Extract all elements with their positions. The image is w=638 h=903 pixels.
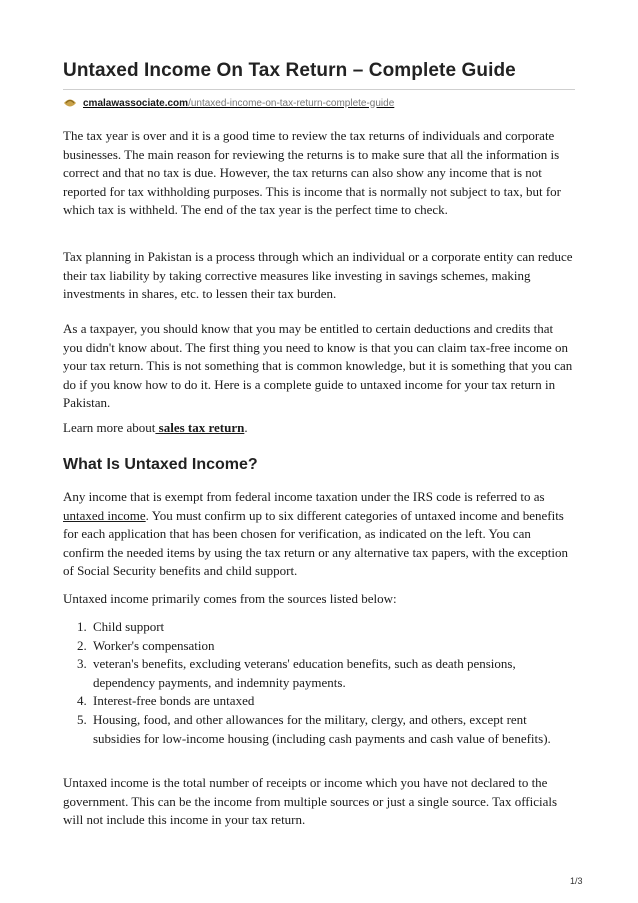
- paragraph-tax-planning: [63, 248, 575, 304]
- list-item: 1. Child support: [77, 619, 165, 634]
- untaxed-income-link[interactable]: untaxed income: [63, 507, 146, 523]
- source-path: /untaxed-income-on-tax-return-complete-guide: [188, 98, 395, 109]
- section-heading: What Is Untaxed Income?: [63, 456, 258, 473]
- paragraph-taxpayer: [63, 320, 575, 413]
- paragraph-2: Tax planning in Pakistan is a process through which an individual or a corporate entity can reduce their tax liability by taking corrective measures like investing in savings schemes, making investments in shares, etc. to lessen their tax burden.: [63, 249, 573, 302]
- paragraph-1: The tax year is over and it is a good time to review the tax returns of individuals and corporate businesses. The main reason for reviewing the returns is to make sure that all the information is correct and that no tax is due. However, the tax returns can also show any income that is not reported for tax withholding purposes. This is income that is normally not subject to tax, but for which tax is withheld. The end of the tax year is the perfect time to check.: [63, 128, 562, 218]
- paragraph-7: Untaxed income is the total number of receipts or income which you have not declared to the government. This can be the income from multiple sources or just a single source. Tax officials will not include this income in your tax return.: [63, 775, 558, 828]
- source-line: [63, 94, 394, 110]
- paragraph-3: As a taxpayer, you should know that you may be entitled to certain deductions and credits that you didn't know about. The first thing you need to know is that you can claim tax-free income on your tax return. This is not something that is common knowledge, but it is something that you can do if you know how to do it. Here is a complete guide to untaxed income for your tax return in Pakistan.: [63, 321, 573, 411]
- source-domain: cmalawassociate.com: [83, 98, 189, 109]
- page-title: Untaxed Income On Tax Return – Complete Guide: [63, 60, 516, 81]
- untaxed-sources-list: [63, 618, 575, 748]
- list-item: 2. Worker's compensation: [77, 637, 215, 653]
- paragraph-conclusion: [63, 774, 575, 830]
- learn-more-prefix: Learn more about: [63, 420, 156, 435]
- paragraph-6: Untaxed income primarily comes from the sources listed below:: [63, 591, 397, 606]
- paragraph-intro: [63, 127, 575, 220]
- list-item: 5. Housing, food, and other allowances for the military, clergy, and others, except rent subsidies for low-income housing (including cash payments and cash value of benefits).: [77, 711, 551, 746]
- definition-suffix: . You must confirm up to six different categories of untaxed income and benefits for each application that has been chosen for verification, as indicated on the left. You can confirm the needed items by using the tax return or any alternative tax papers, with the exception of Social Security benefits and child support.: [63, 507, 569, 579]
- source-link[interactable]: [83, 93, 394, 111]
- paragraph-learn-more: [63, 419, 575, 438]
- learn-more-suffix: .: [244, 420, 248, 435]
- paragraph-definition: [63, 488, 575, 581]
- paragraph-sources-intro: [63, 590, 575, 609]
- definition-prefix: Any income that is exempt from federal income taxation under the IRS code is referred to as: [63, 489, 545, 504]
- title-divider: [63, 89, 575, 90]
- site-logo-icon: [63, 96, 77, 108]
- list-item: 4. Interest-free bonds are untaxed: [77, 693, 255, 709]
- sales-tax-return-link[interactable]: sales tax return: [155, 420, 245, 435]
- page-number: 1/3: [570, 876, 583, 886]
- list-item: 3. veteran's benefits, excluding veterans' education benefits, such as death pensions, dependency payments, and indemnity payments.: [77, 656, 516, 690]
